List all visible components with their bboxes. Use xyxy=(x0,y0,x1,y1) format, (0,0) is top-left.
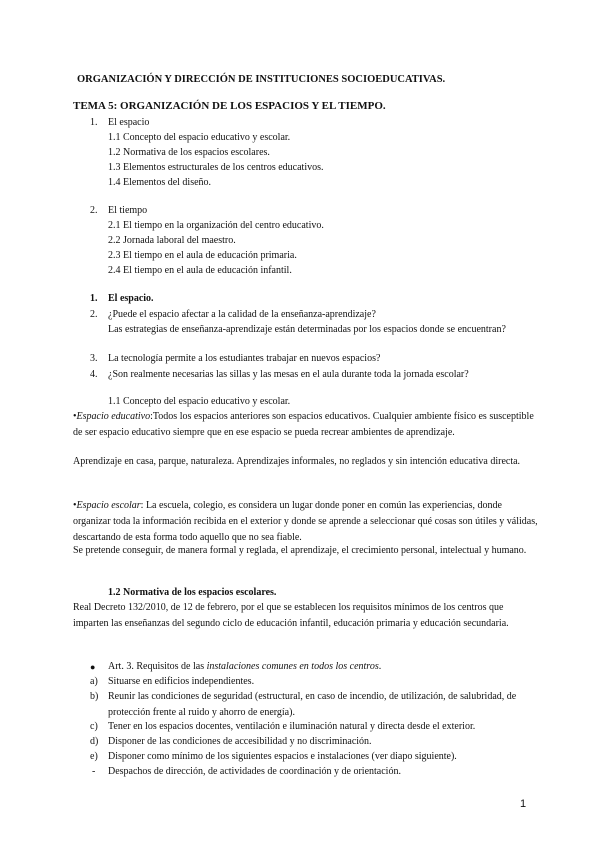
section-heading: 1.1 Concepto del espacio educativo y escolar. xyxy=(108,396,291,407)
index-item: El tiempo xyxy=(108,205,148,216)
espacio-educativo-text: :Todos los espacios anteriores son espacios educativos. Cualquier ambiente físico es susceptible de ser espacio educativo siempre que en ese espacio se pueda recrear ambientes de aprendizaje. xyxy=(73,411,534,438)
espacio-escolar-text: : La escuela, colegio, es considera un lugar donde poner en común las experiencias, donde organizar toda la información recibida en el exterior y donde se aprende a seleccionar qué cosas son útiles y válidas, descartando de esta forma todo aquello que no sea fiable. xyxy=(73,500,538,543)
index-subitem: 2.4 El tiempo en el aula de educación infantil. xyxy=(108,265,292,276)
list-item: Tener en los espacios docentes, ventilación e iluminación natural y directa desde el exterior. xyxy=(108,721,476,732)
index-subitem: 1.1 Concepto del espacio educativo y escolar. xyxy=(108,132,291,143)
document-title: ORGANIZACIÓN Y DIRECCIÓN DE INSTITUCIONES SOCIOEDUCATIVAS. xyxy=(77,74,446,85)
question-text: ¿Puede el espacio afectar a la calidad de la enseñanza-aprendizaje? xyxy=(108,309,376,320)
bullet-glyph: • xyxy=(73,411,77,422)
question-number: 2. xyxy=(90,309,98,320)
espacio-escolar-paragraph-2: Se pretende conseguir, de manera formal y reglada, el aprendizaje, el crecimiento personal, intelectual y humano. xyxy=(73,545,527,556)
index-subitem: 1.3 Elementos estructurales de los centros educativos. xyxy=(108,162,324,173)
question-text: El espacio. xyxy=(108,293,154,304)
list-item: Despachos de dirección, de actividades de coordinación y de orientación. xyxy=(108,766,401,777)
list-item: Reunir las condiciones de seguridad (estructural, en caso de incendio, de utilización, de salubridad, de protección frente al ruido y ahorro de energía). xyxy=(108,691,517,718)
list-marker: d) xyxy=(90,736,99,747)
list-marker: c) xyxy=(90,721,98,732)
index-subitem: 1.2 Normativa de los espacios escolares. xyxy=(108,147,270,158)
question-text: Las estrategias de enseñanza-aprendizaje están determinadas por los espacios donde se encuentran? xyxy=(108,324,506,335)
question-number: 3. xyxy=(90,353,98,364)
list-item: Situarse en edificios independientes. xyxy=(108,676,255,687)
question-number: 4. xyxy=(90,369,98,380)
index-subitem: 1.4 Elementos del diseño. xyxy=(108,177,212,188)
espacio-educativo-paragraph xyxy=(73,409,535,441)
art-italic: instalaciones comunes en todos los centros xyxy=(206,661,379,672)
index-number: 2. xyxy=(90,205,98,216)
list-marker: a) xyxy=(90,676,98,687)
tema-heading: TEMA 5: ORGANIZACIÓN DE LOS ESPACIOS Y EL TIEMPO. xyxy=(73,100,386,112)
index-number: 1. xyxy=(90,117,98,128)
section-heading: 1.2 Normativa de los espacios escolares. xyxy=(108,587,277,598)
list-marker: e) xyxy=(90,751,98,762)
index-subitem: 2.2 Jornada laboral del maestro. xyxy=(108,235,236,246)
list-marker: - xyxy=(92,766,96,777)
question-text: La tecnología permite a los estudiantes trabajar en nuevos espacios? xyxy=(108,353,381,364)
art-suffix: . xyxy=(378,661,382,672)
bullet-glyph: • xyxy=(73,500,77,511)
espacio-educativo-label: Espacio educativo xyxy=(76,411,151,422)
list-marker: b) xyxy=(90,691,99,702)
list-item: Disponer de las condiciones de accesibilidad y no discriminación. xyxy=(108,736,372,747)
art-prefix: Art. 3. Requisitos de las xyxy=(108,661,207,672)
page-number: 1 xyxy=(520,798,527,810)
art-line xyxy=(108,659,381,675)
espacio-escolar-paragraph xyxy=(73,498,538,546)
list-item: Disponer como mínimo de los siguientes espacios e instalaciones (ver diapo siguiente). xyxy=(108,751,457,762)
index-item: El espacio xyxy=(108,117,150,128)
espacio-educativo-paragraph-2: Aprendizaje en casa, parque, naturaleza. Aprendizajes informales, no reglados y sin intención educativa directa. xyxy=(73,456,521,467)
index-subitem: 2.1 El tiempo en la organización del centro educativo. xyxy=(108,220,324,231)
decreto-paragraph: Real Decreto 132/2010, de 12 de febrero, por el que se establecen los requisitos mínimos de los centros que imparten las enseñanzas del segundo ciclo de educación infantil, educación primaria y educación secundaria. xyxy=(73,602,509,629)
question-text: ¿Son realmente necesarias las sillas y las mesas en el aula durante toda la jornada escolar? xyxy=(108,369,469,380)
index-subitem: 2.3 El tiempo en el aula de educación primaria. xyxy=(108,250,297,261)
bullet-icon: ● xyxy=(90,662,96,672)
espacio-escolar-label: Espacio escolar xyxy=(76,500,141,511)
question-number: 1. xyxy=(90,293,98,304)
